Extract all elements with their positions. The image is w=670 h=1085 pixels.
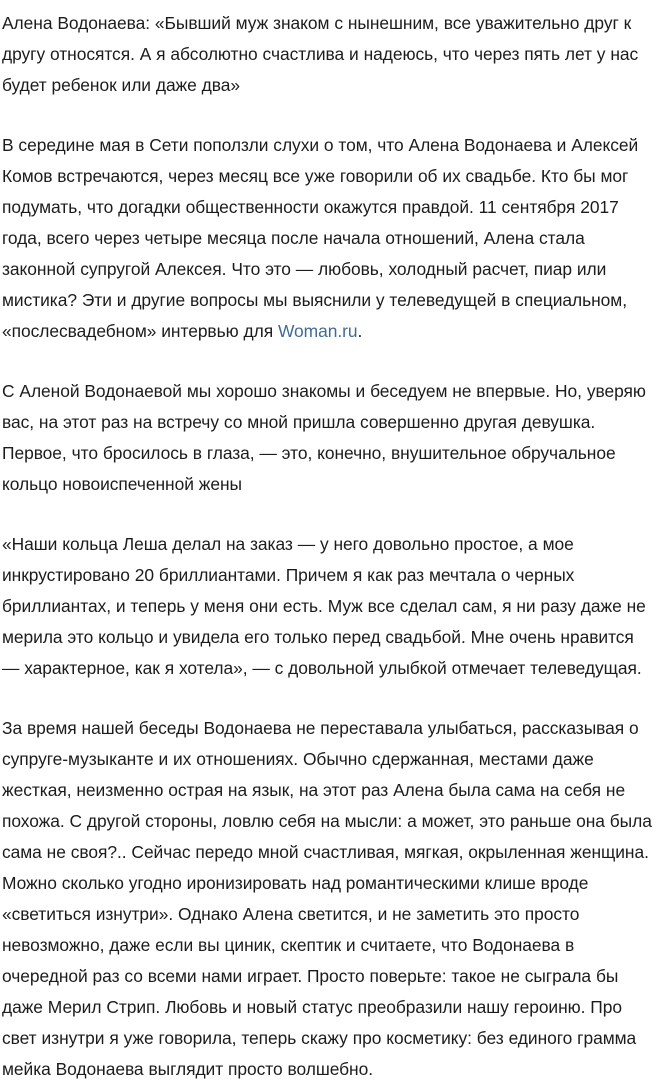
article-body bbox=[0, 8, 670, 1085]
paragraph-rings-quote: «Наши кольца Леша делал на заказ — у него довольно простое, а мое инкрустировано 20 бриллиантами. Причем я как раз мечтала о черных бриллиантах, и теперь у меня они есть. Муж все сделал сам, я ни разу даже не мерила это кольцо и увидела его только перед свадьбой. Мне очень нравится — характерное, как я хотела», — с довольной улыбкой отмечает телеведущая. bbox=[2, 534, 646, 678]
paragraph-intro bbox=[2, 130, 656, 347]
paragraph-intro-text-before-link: В середине мая в Сети поползли слухи о том, что Алена Водонаева и Алексей Комов встречаются, через месяц все уже говорили об их свадьбе. Кто бы мог подумать, что догадки общественности окажутся правдой. 11 сентября 2017 года, всего через четыре месяца после начала отношений, Алена стала законной супругой Алексея. Что это — любовь, холодный расчет, пиар или мистика? Эти и другие вопросы мы выяснили у телеведущей в специальном, «послесвадебном» интервью для bbox=[2, 135, 639, 341]
paragraph-intro-text-after-link: . bbox=[357, 321, 363, 341]
woman-ru-link[interactable]: Woman.ru bbox=[277, 321, 358, 341]
paragraph-closing: За время нашей беседы Водонаева не переставала улыбаться, рассказывая о супруге-музыканте и их отношениях. Обычно сдержанная, местами даже жесткая, неизменно острая на язык, на этот раз Алена была сама на себя не похожа. С другой стороны, ловлю себя на мысли: а может, это раньше она была сама не своя?.. Сейчас передо мной счастливая, мягкая, окрыленная женщина. Можно сколько угодно иронизировать над романтическими клише вроде «светиться изнутри». Однако Алена светится, и не заметить это просто невозможно, даже если вы циник, скептик и считаете, что Водонаева в очередной раз со всеми нами играет. Просто поверьте: такое не сыграла бы даже Мерил Стрип. Любовь и новый статус преобразили нашу героиню. Про свет изнутри я уже говорила, теперь скажу про косметику: без единого грамма мейка Водонаева выглядит просто волшебно. bbox=[2, 718, 652, 1079]
paragraph-lead-quote: Алена Водонаева: «Бывший муж знаком с нынешним, все уважительно друг к другу относятся. А я абсолютно счастлива и надеюсь, что через пять лет у нас будет ребенок или даже два» bbox=[2, 13, 639, 95]
paragraph-meeting: С Аленой Водонаевой мы хорошо знакомы и беседуем не впервые. Но, уверяю вас, на этот раз на встречу со мной пришла совершенно другая девушка. Первое, что бросилось в глаза, — это, конечно, внушительное обручальное кольцо новоиспеченной жены bbox=[2, 381, 646, 494]
